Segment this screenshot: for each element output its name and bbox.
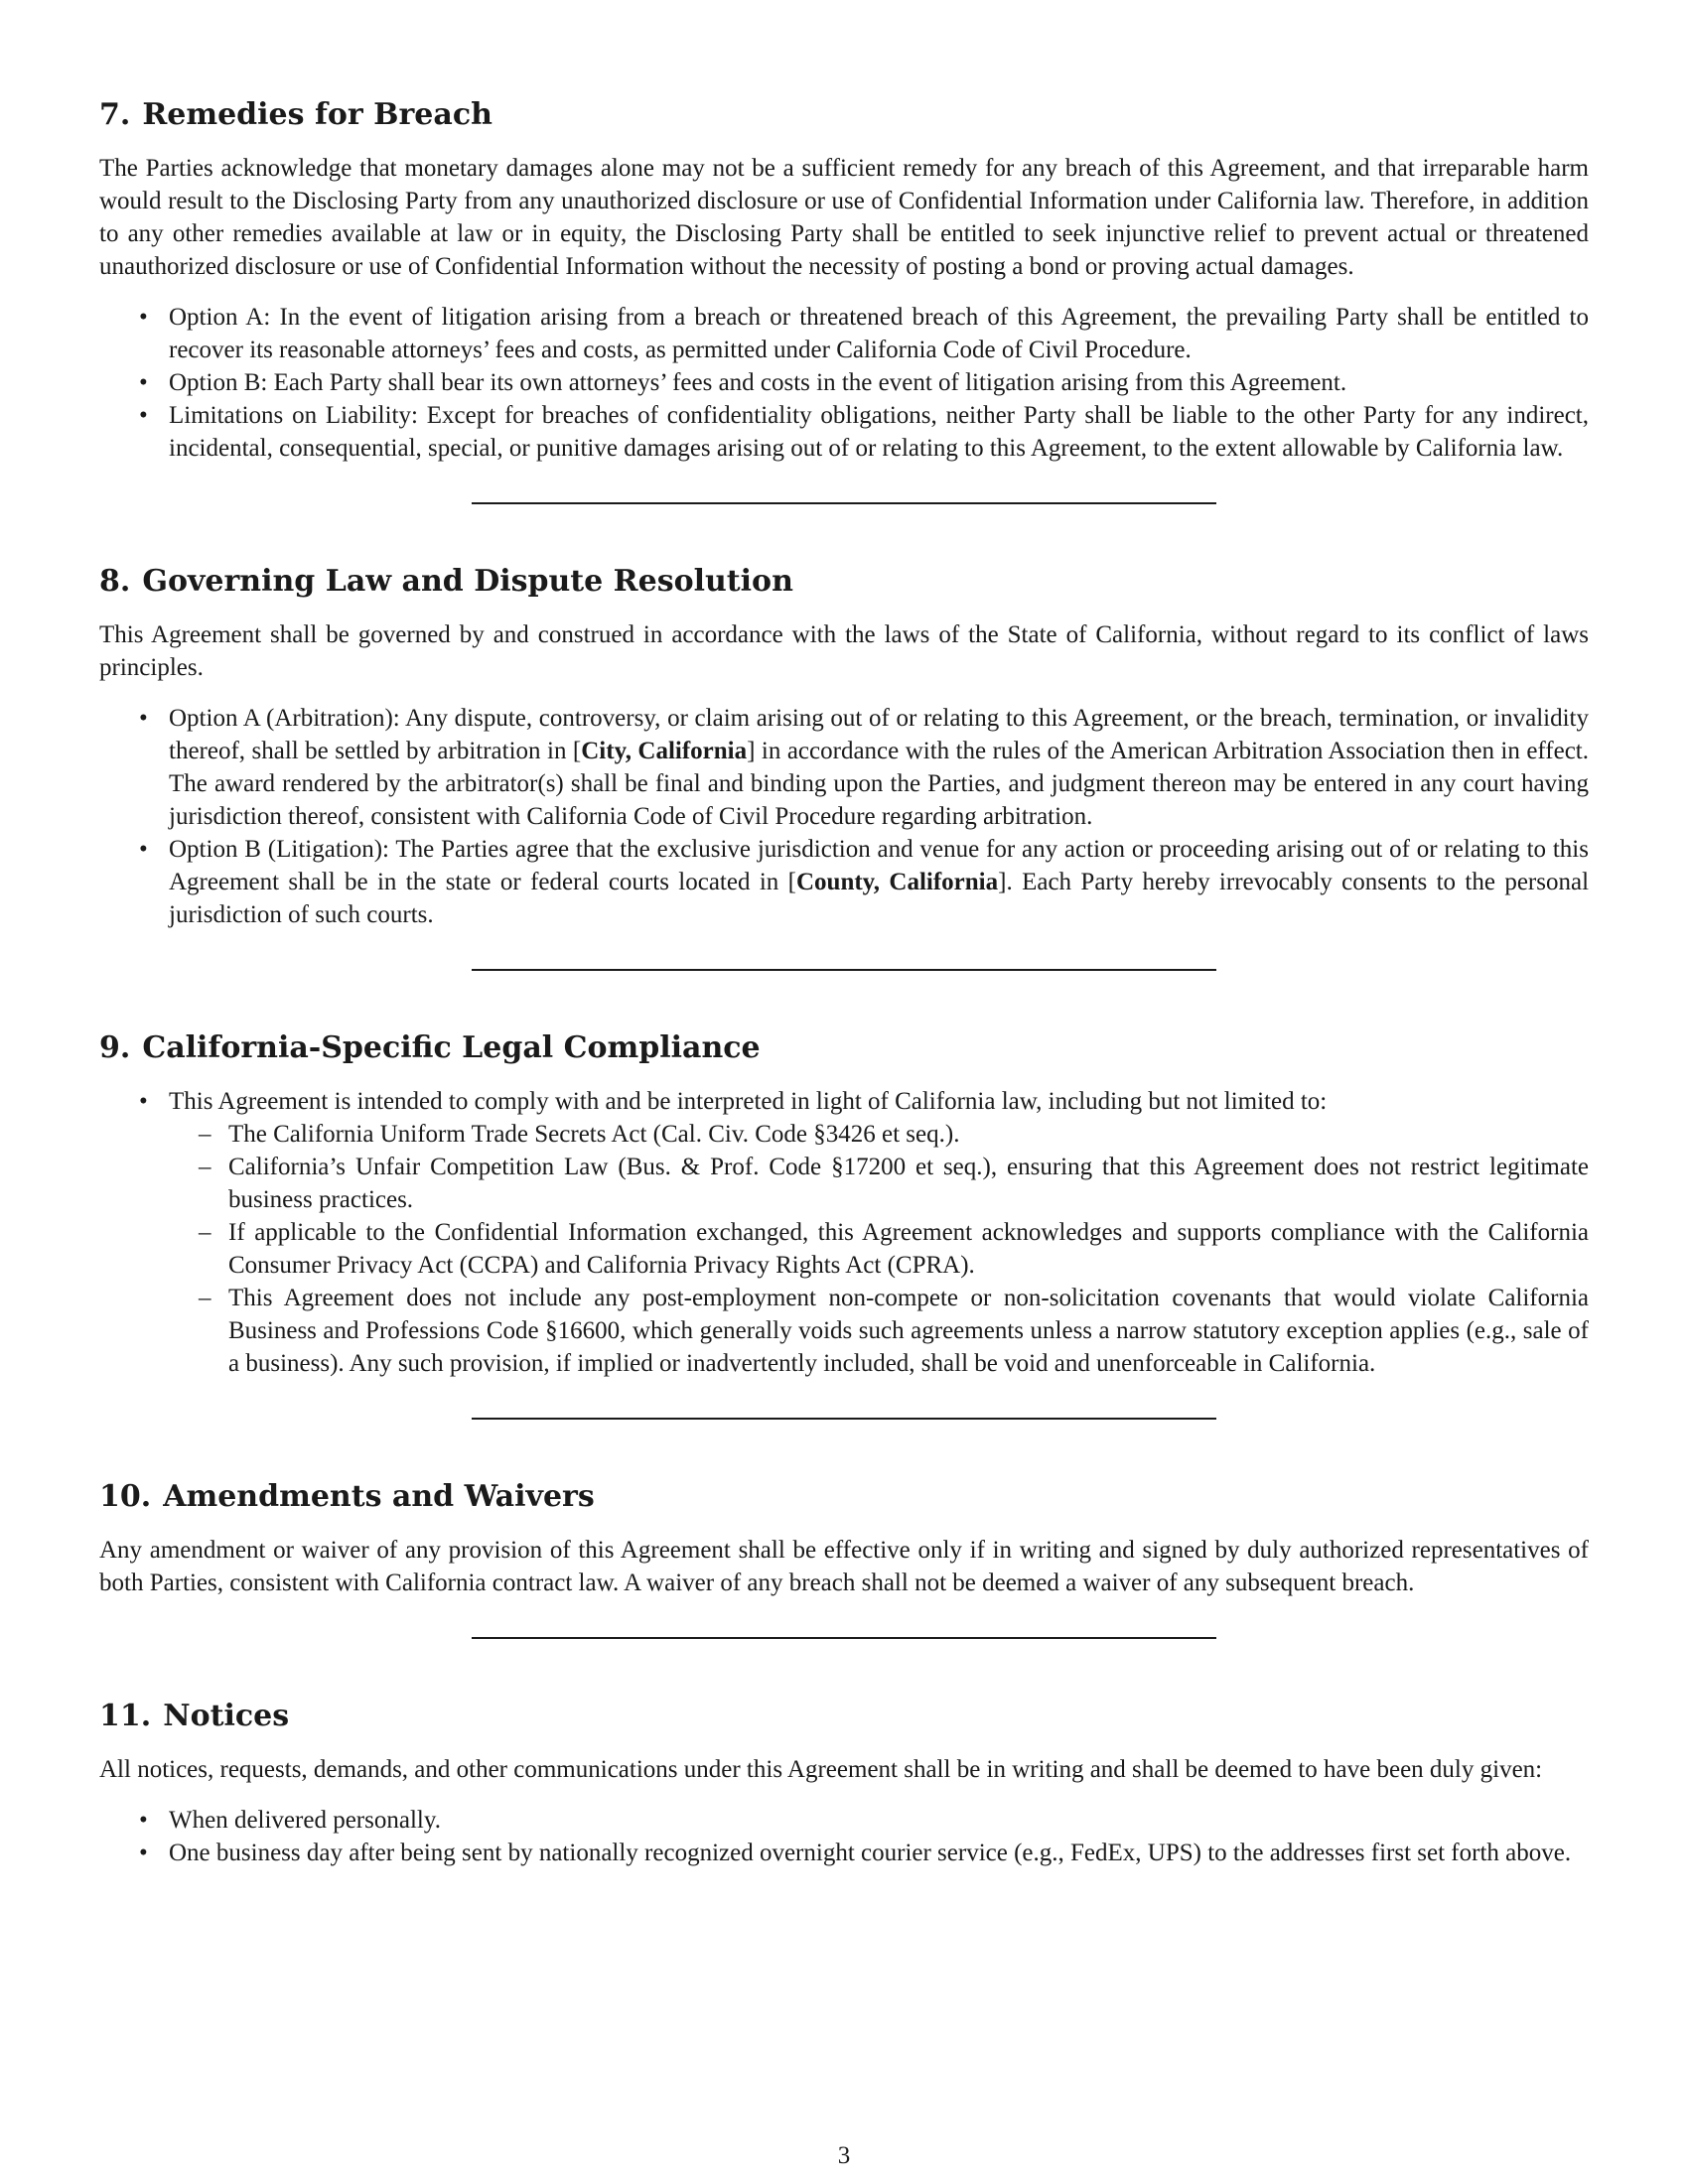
section-heading	[99, 562, 1589, 601]
bullet-list	[99, 1085, 1589, 1380]
list-item: • Option B: Each Party shall bear its own attorneys’ fees and costs in the event of litigation arising from this Agreement.	[99, 366, 1589, 399]
sub-list-item: – California’s Unfair Competition Law (Bus. & Prof. Code §17200 et seq.), ensuring that this Agreement does not restrict legitimate business practices.	[169, 1151, 1589, 1216]
section-title: Remedies for Breach	[142, 97, 492, 132]
section-heading	[99, 1477, 1589, 1516]
item-text: Option B (Litigation): The Parties agree that the exclusive jurisdiction and venue for any action or proceeding arising out of or relating to this Agreement shall be in the state or federal courts located in [	[169, 836, 1589, 895]
section-divider	[472, 1637, 1216, 1639]
section-amendments-waivers	[99, 1477, 1589, 1599]
placeholder-county: County, California	[795, 869, 999, 895]
document-page	[99, 95, 1589, 1869]
list-item: • Option A: In the event of litigation arising from a breach or threatened breach of this Agreement, the prevailing Party shall be entitled to recover its reasonable attorneys’ fees and costs, as permitted under California Code of Civil Procedure.	[99, 301, 1589, 366]
bullet-list	[99, 301, 1589, 465]
section-heading	[99, 1028, 1589, 1067]
placeholder-city: City, California	[581, 738, 748, 764]
section-title: California-Specific Legal Compliance	[142, 1030, 761, 1065]
section-number: 8.	[99, 564, 131, 599]
section-paragraph: The Parties acknowledge that monetary damages alone may not be a sufficient remedy for any breach of this Agreement, and that irreparable harm would result to the Disclosing Party from any unauthorized disclosure or use of Confidential Information under California law. Therefore, in addition to any other remedies available at law or in equity, the Disclosing Party shall be entitled to seek injunctive relief to prevent actual or threatened unauthorized disclosure or use of Confidential Information without the necessity of posting a bond or proving actual damages.	[99, 155, 1589, 280]
sub-list-item: – This Agreement does not include any post-employment non-compete or non-solicitation covenants that would violate California Business and Professions Code §16600, which generally voids such agreements unless a narrow statutory exception applies (e.g., sale of a business). Any such provision, if implied or inadvertently included, shall be void and unenforceable in California.	[169, 1282, 1589, 1380]
list-item	[99, 1085, 1589, 1380]
section-heading	[99, 95, 1589, 134]
item-text: Option A (Arbitration): Any dispute, controversy, or claim arising out of or relating to this Agreement, or the breach, termination, or invalidity thereof, shall be settled by arbitration in [	[169, 705, 1589, 764]
section-paragraph: This Agreement shall be governed by and construed in accordance with the laws of the State of California, without regard to its conflict of laws principles.	[99, 621, 1589, 681]
list-item: • One business day after being sent by nationally recognized overnight courier service (e.g., FedEx, UPS) to the addresses first set forth above.	[99, 1837, 1589, 1869]
list-item: • When delivered personally.	[99, 1804, 1589, 1837]
section-title: Amendments and Waivers	[163, 1479, 595, 1514]
bullet-list	[99, 1804, 1589, 1869]
sub-list-item: – The California Uniform Trade Secrets Act (Cal. Civ. Code §3426 et seq.).	[169, 1118, 1589, 1151]
list-item-litigation	[99, 833, 1589, 931]
list-item: • Limitations on Liability: Except for breaches of confidentiality obligations, neither Party shall be liable to the other Party for any indirect, incidental, consequential, special, or punitive damages arising out of or relating to this Agreement, to the extent allowable by California law.	[99, 399, 1589, 465]
list-item-arbitration	[99, 702, 1589, 833]
item-text: This Agreement is intended to comply with and be interpreted in light of California law, including but not limited to:	[169, 1088, 1328, 1115]
item-text: ] in accordance with the rules of the American Arbitration Association then in effect. The award rendered by the arbitrator(s) shall be final and binding upon the Parties, and judgment thereon may be entered in any court having jurisdiction thereof, consistent with California Code of Civil Procedure regarding arbitration.	[169, 738, 1589, 830]
section-notices	[99, 1697, 1589, 1869]
section-number: 7.	[99, 97, 131, 132]
dash-list	[169, 1118, 1589, 1380]
sub-list-item: – If applicable to the Confidential Information exchanged, this Agreement acknowledges and supports compliance with the California Consumer Privacy Act (CCPA) and California Privacy Rights Act (CPRA).	[169, 1216, 1589, 1282]
section-divider	[472, 502, 1216, 504]
bullet-list	[99, 702, 1589, 931]
page-number: 3	[837, 2142, 851, 2169]
section-governing-law	[99, 562, 1589, 931]
section-california-compliance	[99, 1028, 1589, 1380]
section-divider	[472, 969, 1216, 971]
section-divider	[472, 1418, 1216, 1420]
section-title: Notices	[163, 1699, 290, 1733]
section-paragraph: Any amendment or waiver of any provision of this Agreement shall be effective only if in writing and signed by duly authorized representatives of both Parties, consistent with California contract law. A waiver of any breach shall not be deemed a waiver of any subsequent breach.	[99, 1537, 1589, 1596]
section-number: 11.	[99, 1699, 152, 1733]
section-number: 9.	[99, 1030, 131, 1065]
section-remedies-for-breach	[99, 95, 1589, 465]
section-number: 10.	[99, 1479, 152, 1514]
section-title: Governing Law and Dispute Resolution	[142, 564, 793, 599]
item-text: ]. Each Party hereby irrevocably consents to the personal jurisdiction of such courts.	[169, 869, 1590, 928]
section-heading	[99, 1697, 1589, 1735]
section-paragraph: All notices, requests, demands, and other communications under this Agreement shall be in writing and shall be deemed to have been duly given:	[99, 1756, 1543, 1783]
